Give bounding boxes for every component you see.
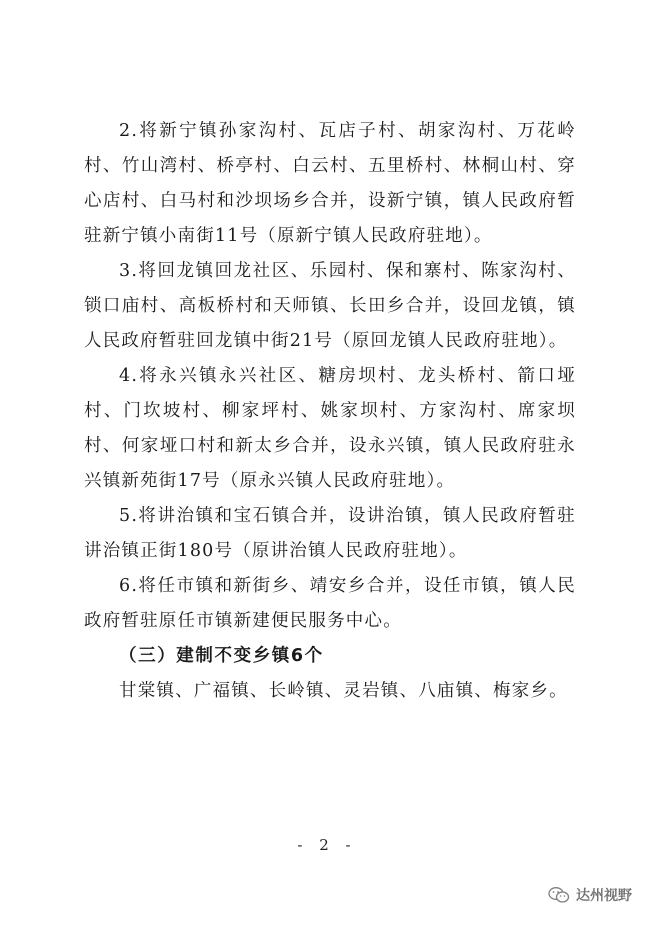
watermark-text: 达州视野 [576,888,632,904]
wechat-icon [548,886,570,904]
section-heading: （三）建制不变乡镇6个 [119,646,324,666]
paragraph-item-5: 5.将讲治镇和宝石镇合并，设讲治镇，镇人民政府暂驻讲治镇正街180号（原讲治镇人民政府驻地）。 [84,506,576,561]
paragraph-item-3: 3.将回龙镇回龙社区、乐园村、保和寨村、陈家沟村、锁口庙村、高板桥村和天师镇、长田乡合并，设回龙镇，镇人民政府暂驻回龙镇中街21号（原回龙镇人民政府驻地）。 [84,261,576,351]
page-number: - 2 - [297,836,357,854]
paragraph-unchanged-towns: 甘棠镇、广福镇、长岭镇、灵岩镇、八庙镇、梅家乡。 [119,681,568,701]
document-body [84,114,576,709]
paragraph-item-6: 6.将任市镇和新街乡、靖安乡合并，设任市镇，镇人民政府暂驻原任市镇新建便民服务中心。 [84,576,576,631]
paragraph-item-4: 4.将永兴镇永兴社区、糖房坝村、龙头桥村、箭口垭村、门坎坡村、柳家坪村、姚家坝村、方家沟村、席家坝村、何家垭口村和新太乡合并，设永兴镇，镇人民政府驻永兴镇新苑街17号（原永兴镇人民政府驻地）。 [84,366,576,491]
paragraph-item-2: 2.将新宁镇孙家沟村、瓦店子村、胡家沟村、万花岭村、竹山湾村、桥亭村、白云村、五里桥村、林桐山村、穿心店村、白马村和沙坝场乡合并，设新宁镇，镇人民政府暂驻新宁镇小南街11号（原新宁镇人民政府驻地）。 [84,121,576,246]
watermark [548,885,632,905]
